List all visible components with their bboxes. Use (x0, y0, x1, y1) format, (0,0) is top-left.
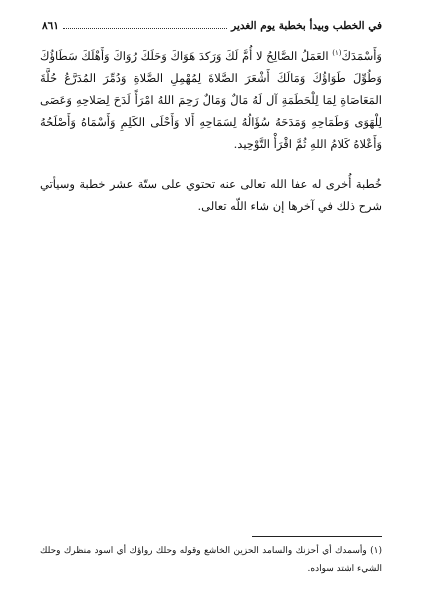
paragraph-next-sermon: خُطبة أُخرى له عفا الله تعالى عنه تحتوي على ستّة عشر خطبة وسيأتي شرح ذلك في آخرها إن شاء اللّه تعالى. (40, 176, 382, 213)
footnote-divider (252, 536, 382, 537)
footnote-reference: (١) (332, 49, 342, 57)
footnote: (١) وأسمدك أي أحزنك والسامد الحزين الخاشع وقوله وحلك رواؤك أي اسود منظرك وحلك الشيء اشتد سواده. (40, 546, 382, 574)
paragraph-text: العَمَلُ الصَّالِحُ لا أُمَّ لَكَ وَرَكدَ هَوَاكَ وَحَلَكَ رُوَاكَ وَأَهْلَكَ سَطَاؤُكَ وَطُوِّلَ طَوَاؤُكَ وَمَالَكَ أَشْعَرَ الصَّلاةَ لِمُهْمِلِ الصَّلاةِ وَدُمِّرَ المُدَرَّعُ حُلَّةَ المَعَاصَاةِ لِمَا لِلْحَطَمَةِ آل لَهُ مَالٌ وَمَالٌ رَحِمَ اللهُ امْرَأً لَدَحَ لِصَلاحِهِ وَعَصَى لِلْهَوَى وَطَمَاحِهِ وَمَدَحَهُ سُؤَالُهُ لِسَمَاحِهِ أَلا وَأَحْلَى الكَلِمِ وَأَسْمَاهُ وَأَصْلَحُهُ وَأَعْلاهُ كَلامُ اللهِ ثُمَّ اقْرَأْ التَّوْحِيد. (40, 48, 382, 151)
header-title: في الخطب وبيدأ بخطبة يوم الغدير (231, 20, 382, 32)
header-leader-dots (63, 19, 227, 29)
main-text (40, 42, 382, 217)
page-number: ٨٦١ (42, 20, 59, 32)
paragraph-opening-word: وَأَسْمَدَكَ (341, 48, 382, 63)
running-header (42, 16, 382, 32)
paragraph-sermon-text (40, 42, 382, 155)
